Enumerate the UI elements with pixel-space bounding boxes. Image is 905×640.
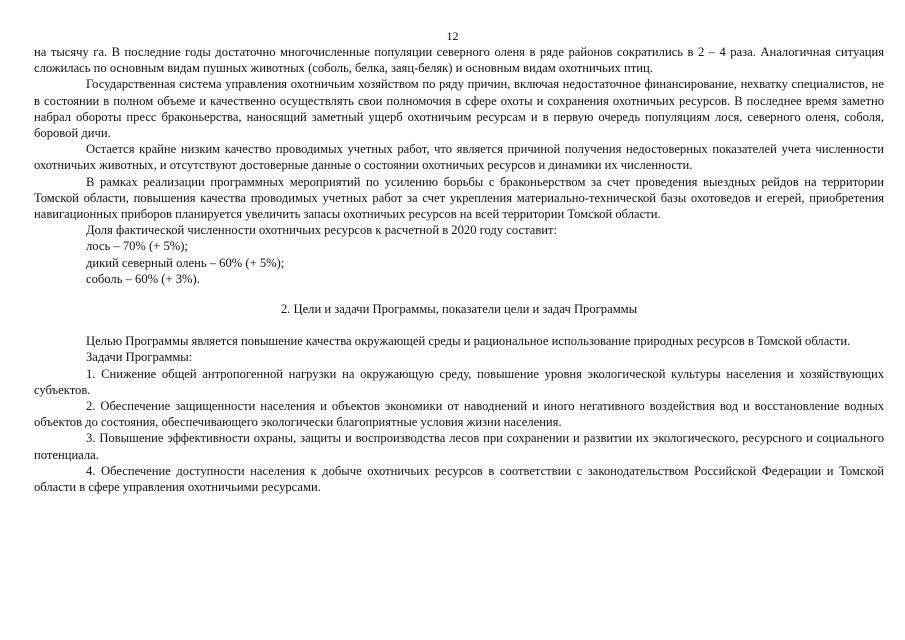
task-item-3: 3. Повышение эффективности охраны, защиты и воспроизводства лесов при сохранении и развитии их экологического, ресурсного и социального потенциала.	[34, 431, 884, 462]
list-item-sable: соболь – 60% (+ 3%).	[86, 271, 200, 286]
paragraph-population-decline: на тысячу га. В последние годы достаточно многочисленные популяции северного оленя в ряде районов сократились в 2 – 4 раза. Аналогичная ситуация сложилась по основным видам пушных животных (соболь, белка, заяц-беляк) и основным видам охотничьих птиц.	[34, 45, 884, 76]
paragraph-program-goal: Целью Программы является повышение качества окружающей среды и рациональное использование природных ресурсов в Томской области.	[86, 334, 851, 349]
tasks-title: Задачи Программы:	[86, 350, 193, 365]
list-item-reindeer: дикий северный олень – 60% (+ 5%);	[86, 255, 285, 270]
page-number: 12	[446, 29, 459, 43]
task-item-1: 1. Снижение общей антропогенной нагрузки на окружающую среду, повышение уровня экологической культуры населения и хозяйствующих субъектов.	[34, 366, 884, 397]
paragraph-management-system: Государственная система управления охотничьим хозяйством по ряду причин, включая недостаточное финансирование, нехватку специалистов, не в состоянии в полном объеме и качественно осуществлять свои полномочия в сфере охоты и сохранения охотничьих ресурсов. В последнее время заметно набрал обороты пресс браконьерства, наносящий заметный ущерб охотничьим ресурсам и в первую очередь популяциям лося, северного оленя, соболя, боровой дичи.	[34, 77, 884, 141]
task-item-2: 2. Обеспечение защищенности населения и объектов экономики от наводнений и иного негативного воздействия вод и восстановление водных объектов до состояния, обеспечивающего экологически благоприятные условия жизни населения.	[34, 399, 884, 430]
paragraph-program-measures: В рамках реализации программных мероприятий по усилению борьбы с браконьерством за счет проведения выездных рейдов на территории Томской области, повышения качества проводимых учетных работ за счет укрепления материально-технической базы охотоведов и егерей, приобретения навигационных приборов планируется увеличить запасы охотничьих ресурсов на всей территории Томской области.	[34, 174, 884, 222]
paragraph-share-intro: Доля фактической численности охотничьих ресурсов к расчетной в 2020 году составит:	[86, 223, 558, 238]
paragraph-accounting-quality: Остается крайне низким качество проводимых учетных работ, что является причиной получения недостоверных показателей учета численности охотничьих животных, и отсутствуют достоверные данные о состоянии охотничьих ресурсов и динамики их численности.	[34, 142, 884, 173]
document-body	[34, 44, 884, 495]
task-item-4: 4. Обеспечение доступности населения к добыче охотничьих ресурсов в соответствии с законодательством Российской Федерации и Томской области в сфере управления охотничьими ресурсами.	[34, 463, 884, 495]
section-heading: 2. Цели и задачи Программы, показатели цели и задач Программы	[280, 302, 638, 317]
list-item-moose: лось – 70% (+ 5%);	[86, 239, 188, 254]
